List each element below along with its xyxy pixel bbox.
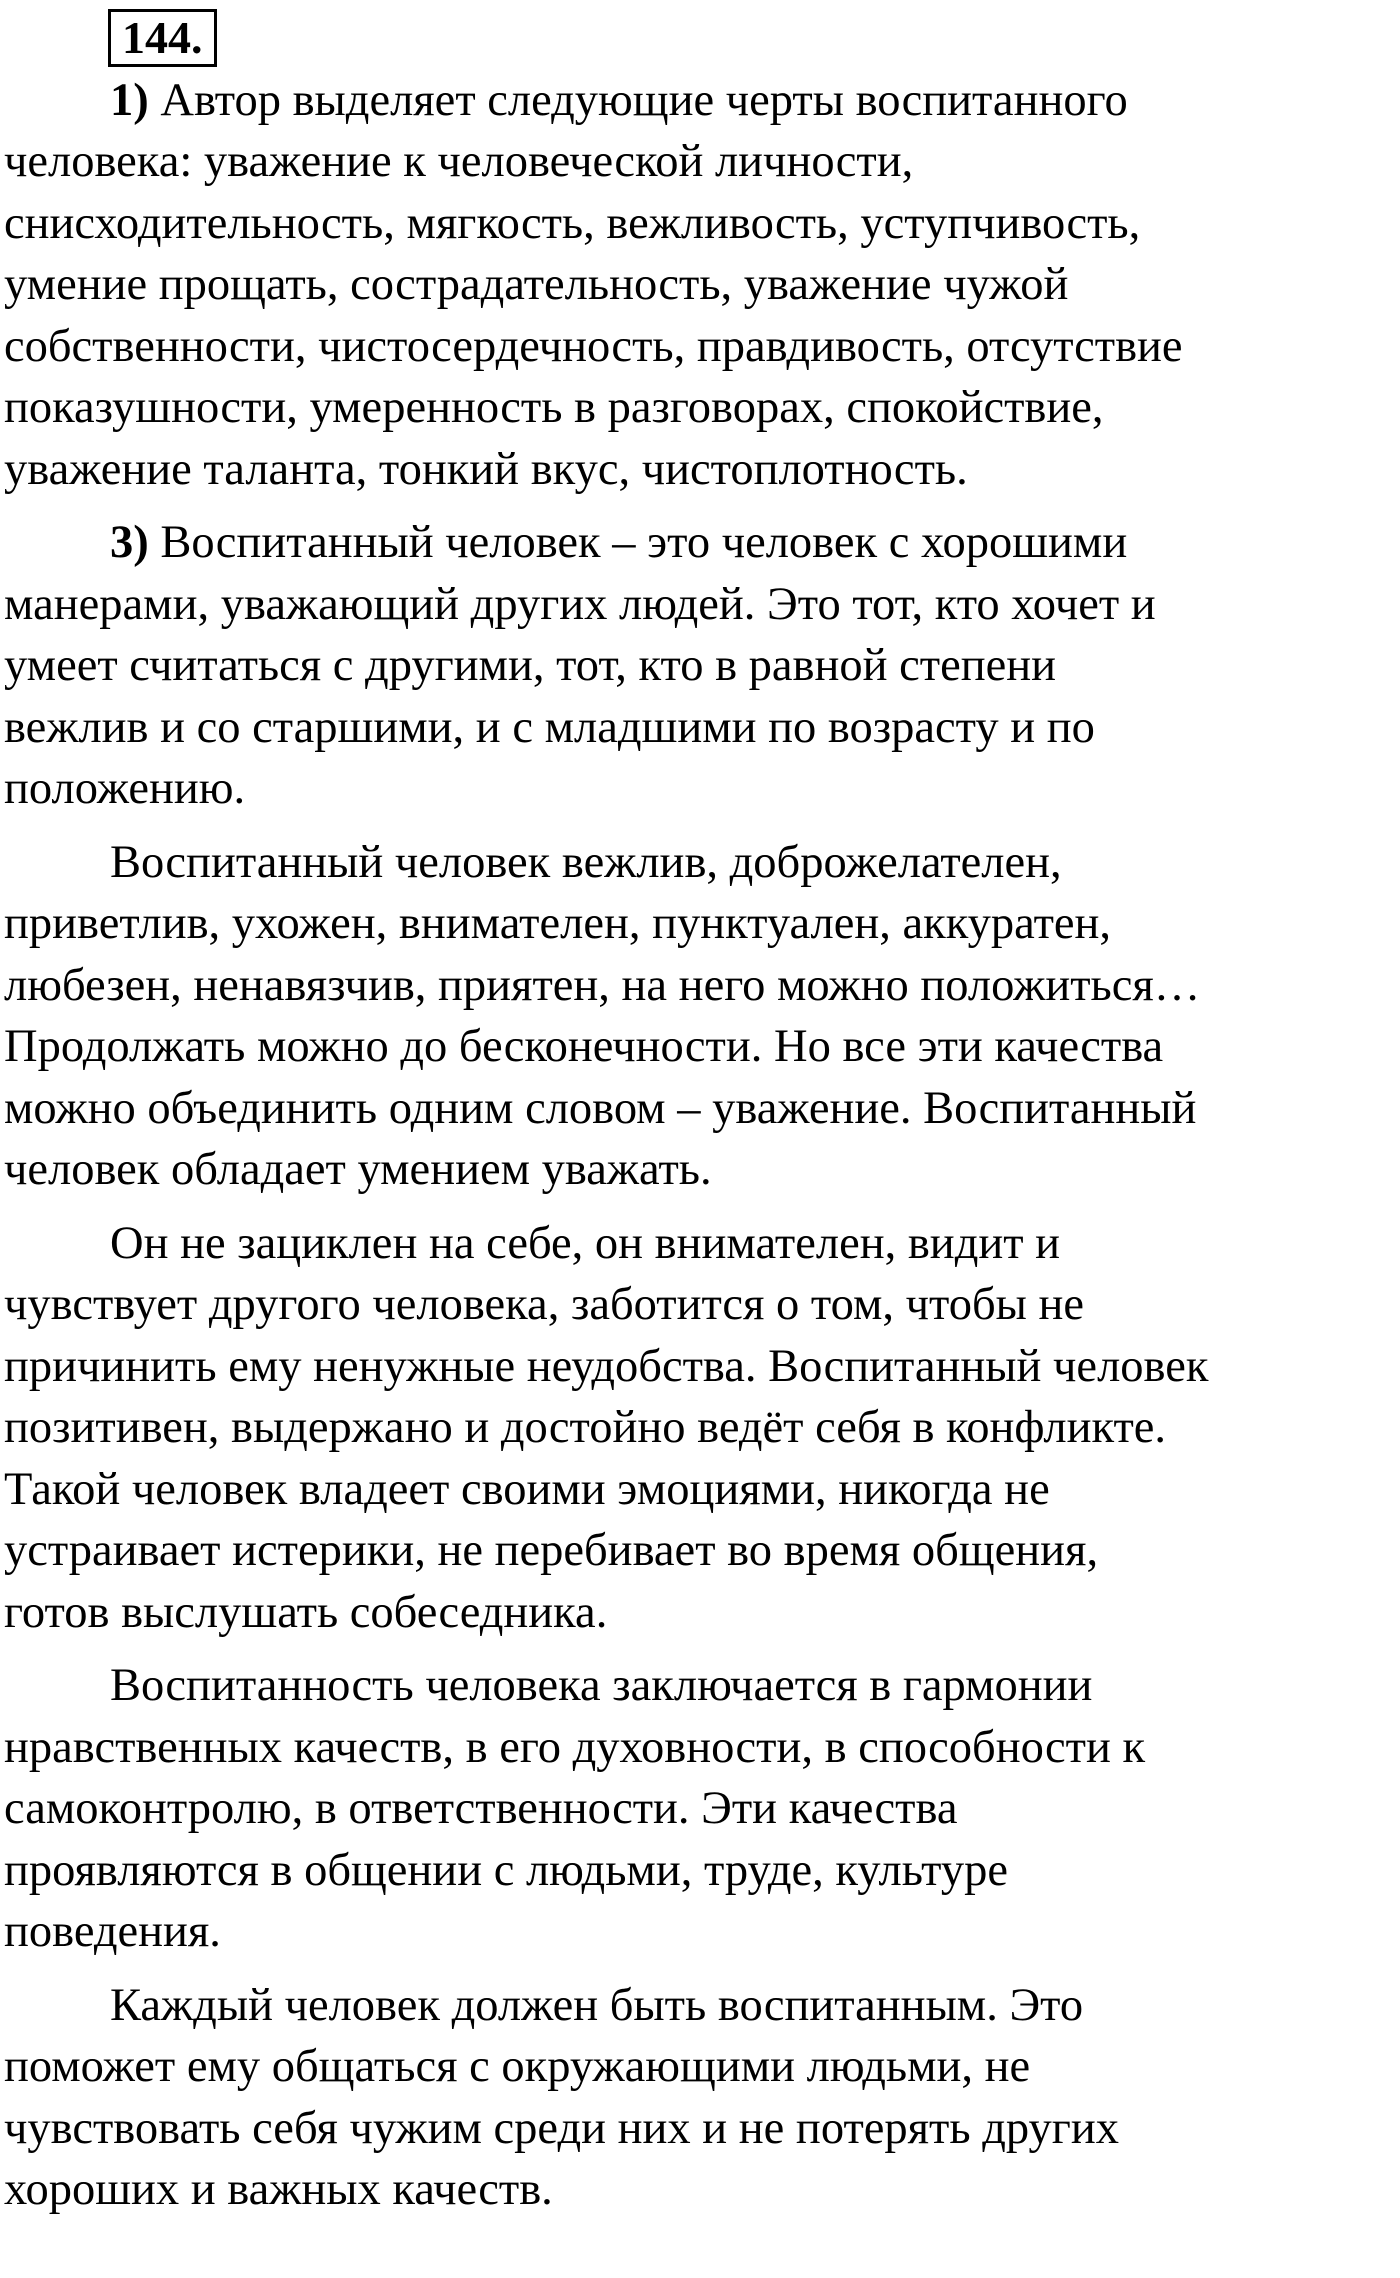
line-text: человек обладает умением уважать. <box>4 1144 712 1195</box>
text-line <box>4 512 1398 574</box>
line-text: Такой человек владеет своими эмоциями, никогда не <box>4 1463 1050 1515</box>
text-line <box>4 1016 1398 1078</box>
text-line <box>4 635 1398 697</box>
line-text: нравственных качеств, в его духовности, в способности к <box>4 1721 1146 1773</box>
line-text: готов выслушать собеседника. <box>4 1586 608 1638</box>
text-line <box>4 1213 1398 1275</box>
line-text: уважение таланта, тонкий вкус, чистоплотность. <box>4 443 968 495</box>
text-line <box>4 697 1398 759</box>
text-line <box>4 1139 1398 1201</box>
text-line <box>4 70 1398 132</box>
line-text: любезен, ненавязчив, приятен, на него можно положиться… <box>4 959 1201 1011</box>
text-line <box>4 1975 1398 2037</box>
text-line <box>4 1717 1398 1779</box>
text-line <box>4 1840 1398 1902</box>
line-text: собственности, чистосердечность, правдивость, отсутствие <box>4 320 1183 372</box>
line-text: показушности, умеренность в разговорах, спокойствие, <box>4 382 1104 433</box>
text-line <box>4 131 1398 193</box>
line-text: самоконтролю, в ответственности. Эти качества <box>4 1783 958 1834</box>
line-text: Каждый человек должен быть воспитанным. Это <box>110 1979 1084 2031</box>
line-text: Он не зациклен на себе, он внимателен, видит и <box>110 1217 1061 1269</box>
text-line <box>4 2036 1398 2098</box>
line-text: Воспитанный человек вежлив, доброжелателен, <box>110 836 1062 888</box>
text-line <box>4 1274 1398 1336</box>
line-text: снисходительность, мягкость, вежливость, уступчивость, <box>4 197 1141 249</box>
text-line <box>4 955 1398 1017</box>
line-text: поможет ему общаться с окружающими людьми, не <box>4 2041 1031 2092</box>
line-text: Автор выделяет следующие черты воспитанного <box>148 74 1128 126</box>
line-text: Продолжать можно до бесконечности. Но все эти качества <box>4 1021 1164 1072</box>
text-line <box>4 758 1398 820</box>
text-line <box>4 1397 1398 1459</box>
text-line <box>4 2159 1398 2221</box>
item-marker: 1) <box>110 74 149 126</box>
line-text: приветлив, ухожен, внимателен, пунктуален, аккуратен, <box>4 898 1112 949</box>
text-line <box>4 893 1398 955</box>
line-text: умеет считаться с другими, тот, кто в равной степени <box>4 640 1057 691</box>
text-line <box>4 1778 1398 1840</box>
line-text: положению. <box>4 763 246 814</box>
line-text: причинить ему ненужные неудобства. Воспитанный человек <box>4 1340 1209 1392</box>
text-line <box>4 1336 1398 1398</box>
line-text: чувствовать себя чужим среди них и не потерять других <box>4 2102 1119 2154</box>
text-line <box>4 193 1398 255</box>
paragraph-6 <box>4 1975 1398 2221</box>
text-line <box>4 1459 1398 1521</box>
line-text: манерами, уважающий других людей. Это тот, кто хочет и <box>4 578 1156 630</box>
line-text: проявляются в общении с людьми, труде, культуре <box>4 1844 1008 1896</box>
line-text: позитивен, выдержано и достойно ведёт себя в конфликте. <box>4 1402 1167 1453</box>
text-line <box>4 1901 1398 1963</box>
item-marker: 3) <box>110 517 149 568</box>
text-line <box>4 1582 1398 1644</box>
line-text: устраивает истерики, не перебивает во время общения, <box>4 1525 1099 1576</box>
line-text: Воспитанный человек – это человек с хорошими <box>148 517 1128 568</box>
task-number-box: 144. <box>108 9 217 67</box>
text-line <box>4 377 1398 439</box>
paragraph-3 <box>4 832 1398 1201</box>
line-text: человека: уважение к человеческой личности, <box>4 136 914 187</box>
text-line <box>4 1655 1398 1717</box>
text-line <box>4 316 1398 378</box>
paragraph-2 <box>4 512 1398 820</box>
text-line <box>4 574 1398 636</box>
line-text: чувствует другого человека, заботится о том, чтобы не <box>4 1279 1085 1330</box>
text-line <box>4 254 1398 316</box>
line-text: хороших и важных качеств. <box>4 2164 553 2215</box>
text-line <box>4 2098 1398 2160</box>
paragraph-4 <box>4 1213 1398 1644</box>
line-text: вежлив и со старшими, и с младшими по возрасту и по <box>4 701 1095 753</box>
line-text: Воспитанность человека заключается в гармонии <box>110 1660 1093 1711</box>
text-line <box>4 1078 1398 1140</box>
paragraph-1 <box>4 70 1398 501</box>
answer-text <box>4 70 1400 2221</box>
line-text: можно объединить одним словом – уважение. Воспитанный <box>4 1082 1197 1134</box>
line-text: умение прощать, сострадательность, уважение чужой <box>4 259 1069 310</box>
paragraph-5 <box>4 1655 1398 1963</box>
line-text: поведения. <box>4 1906 221 1957</box>
text-line <box>4 439 1398 501</box>
text-line <box>4 1520 1398 1582</box>
text-line <box>4 832 1398 894</box>
